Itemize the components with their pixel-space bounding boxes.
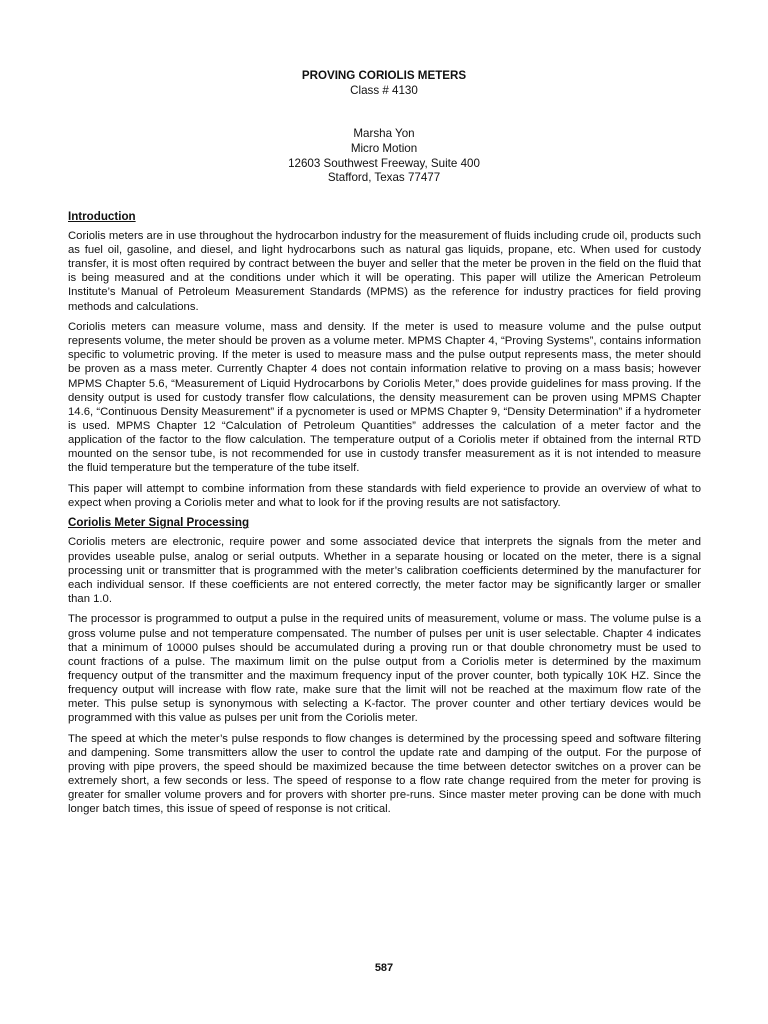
paragraph: This paper will attempt to combine information from these standards with field experience to provide an overview of what to expect when proving a Coriolis meter and what to look for if the proving results are not satisfactory. (68, 482, 701, 509)
document-title: PROVING CORIOLIS METERS (301, 69, 467, 82)
paragraph: Coriolis meters are electronic, require power and some associated device that interprets the signals from the meter and provides useable pulse, analog or serial outputs. Whether in a separate housing or located on the meter, there is a signal processing unit or transmitter that is programmed with the meter’s calibration coefficients determined by the manufacturer for each individual sensor. If these coefficients are not entered correctly, the meter factor may be significantly larger or smaller than 1.0. (68, 536, 701, 605)
document-header (0, 69, 768, 186)
section-heading-introduction: Introduction (68, 210, 136, 223)
header-spacer (0, 113, 768, 128)
document-body (68, 210, 701, 823)
paragraph: Coriolis meters are in use throughout the hydrocarbon industry for the measurement of fluids including crude oil, products such as fuel oil, gasoline, and diesel, and light hydrocarbons such as natural gas liquids, propane, etc. When used for custody transfer, it is most often required by contract between the buyer and seller that the meter be proven in the field on the fluid that is being measured and at the conditions under which it will be operating. This paper will utilize the American Petroleum Institute’s Manual of Petroleum Measurement Standards (MPMS) as the reference for industry practices for field proving methods and calculations. (68, 230, 701, 313)
header-spacer (0, 98, 768, 113)
author-company: Micro Motion (350, 141, 418, 155)
paragraph: The speed at which the meter’s pulse responds to flow changes is determined by the processing speed and software filtering and dampening. Some transmitters allow the user to control the update rate and damping of the output. For the purpose of proving with pipe provers, the speed should be maximized because the time between detector switches on a prover can be extremely short, a few seconds or less. The speed of response to a flow rate change required from the meter for proving is greater for smaller volume provers and for provers with shorter pre-runs. Since master meter proving can be done with much longer batch times, this issue of speed of response is not critical. (68, 732, 701, 816)
section-heading-signal-processing: Coriolis Meter Signal Processing (68, 516, 250, 530)
address-line-1: 12603 Southwest Freeway, Suite 400 (288, 156, 480, 170)
paragraph: The processor is programmed to output a pulse in the required units of measurement, volume or mass. The volume pulse is a gross volume pulse and not temperature compensated. The number of pulses per unit is user selectable. Chapter 4 indicates that a minimum of 10000 pulses should be accumulated during a proving run or that double chronometry must be used to count fractions of a pulse. The maximum limit on the pulse output from a Coriolis meter is determined by the maximum frequency output of the transmitter and the maximum frequency input of the prover counter, both typically 10K HZ. Since the frequency output will increase with flow rate, make sure that the limit will not be reached at the maximum flow rate of the meter. This pulse setup is synonymous with selecting a K-factor. The prover counter and other tertiary devices would be programmed with this value as pulses per unit from the Coriolis meter. (68, 613, 701, 725)
page-number: 587 (374, 962, 394, 974)
paragraph: Coriolis meters can measure volume, mass and density. If the meter is used to measure volume and the pulse output represents volume, the meter should be proven as a volume meter. MPMS Chapter 4, “Proving Systems”, contains information specific to volumetric proving. If the meter is used to measure mass and the pulse output represents mass, the meter should be proven as a mass meter. Currently Chapter 4 does not contain information relative to proving on a mass basis; however MPMS Chapter 5.6, “Measurement of Liquid Hydrocarbons by Coriolis Meter,” does provide guidelines for mass proving. If the density output is used for custody transfer flow calculations, the density measurement can be proven using MPMS Chapter 14.6, “Continuous Density Measurement” if a pycnometer is used or MPMS Chapter 9, “Density Determination” if a hydrometer is used. MPMS Chapter 12 “Calculation of Petroleum Quantities” addresses the calculation of a meter factor and the application of the factor to the flow calculation. The temperature output of a Coriolis meter if obtained from the internal RTD mounted on the sensor tube, is not recommended for use in custody transfer measurement as it is not intended to measure the fluid temperature but the temperature of the tube itself. (68, 321, 701, 475)
address-line-2: Stafford, Texas 77477 (327, 171, 441, 185)
author-name: Marsha Yon (353, 127, 415, 141)
class-number: Class # 4130 (350, 83, 418, 97)
